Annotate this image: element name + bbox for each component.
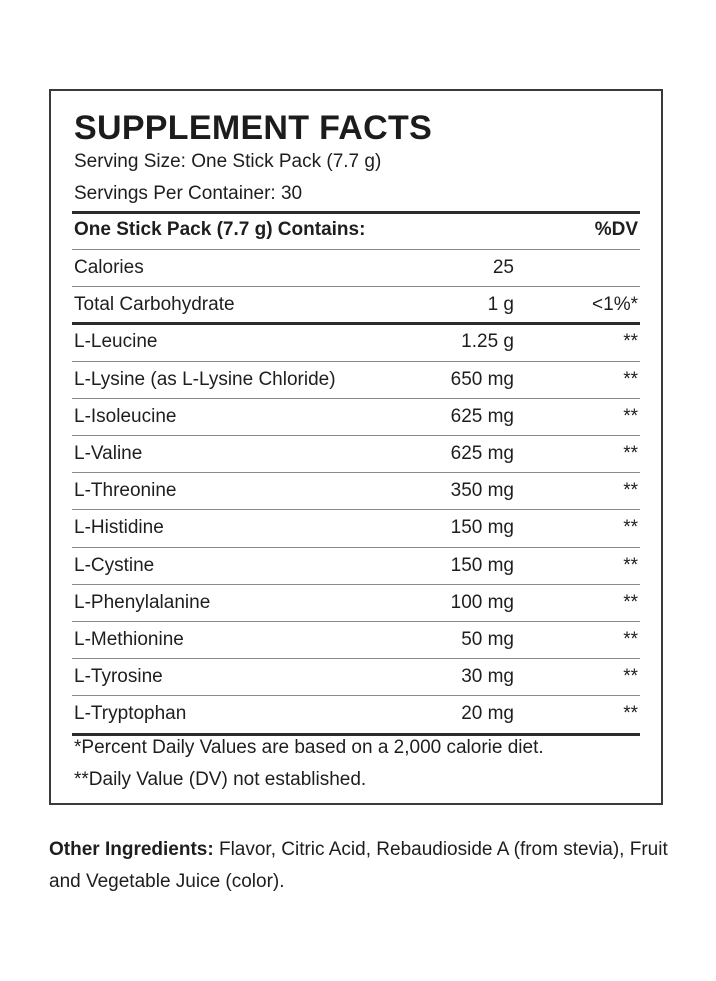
nutrient-name: L-Isoleucine (74, 405, 177, 427)
nutrient-dv: ** (623, 480, 638, 502)
other-ingredients-label: Other Ingredients: (49, 839, 214, 860)
nutrient-amount: 350 mg (450, 480, 514, 502)
header-contains-label: One Stick Pack (7.7 g) Contains: (74, 219, 366, 240)
nutrient-name: L-Valine (74, 443, 143, 464)
servings-per-container: Servings Per Container: 30 (74, 183, 303, 204)
footnote-dv-not-established: **Daily Value (DV) not established. (74, 769, 367, 790)
nutrient-amount: 625 mg (450, 405, 514, 427)
nutrient-dv: ** (623, 517, 638, 539)
nutrient-amount: 20 mg (461, 703, 514, 725)
table-row (74, 548, 638, 584)
nutrient-name: L-Threonine (74, 480, 177, 502)
table-row (74, 287, 638, 323)
nutrient-dv: ** (623, 443, 638, 464)
table-header-row (74, 212, 638, 248)
nutrient-amount: 625 mg (450, 443, 514, 464)
nutrient-dv: ** (623, 405, 638, 427)
other-ingredients-text: Flavor, Citric Acid, Rebaudioside A (from stevia), Fruit and Vegetable Juice (color). (49, 839, 668, 892)
table-row (74, 622, 638, 658)
panel-title: SUPPLEMENT FACTS (74, 109, 433, 147)
nutrient-dv: ** (623, 591, 638, 613)
table-row (74, 250, 638, 286)
table-row (74, 696, 638, 732)
supplement-facts-panel (49, 89, 663, 805)
nutrient-name: L-Lysine (as L-Lysine Chloride) (74, 368, 336, 390)
nutrient-name: L-Methionine (74, 629, 184, 650)
footnote-percent-dv: *Percent Daily Values are based on a 2,000 calorie diet. (74, 737, 544, 758)
nutrient-amount: 150 mg (450, 517, 514, 539)
nutrient-amount: 1 g (487, 294, 514, 316)
nutrient-name: L-Tryptophan (74, 703, 187, 725)
table-row (74, 659, 638, 695)
header-dv-label: %DV (594, 219, 638, 240)
other-ingredients (49, 834, 669, 898)
nutrient-name: L-Tyrosine (74, 666, 163, 688)
nutrient-amount: 1.25 g (461, 331, 514, 353)
nutrient-dv: ** (623, 703, 638, 725)
serving-size: Serving Size: One Stick Pack (7.7 g) (74, 151, 382, 172)
nutrient-dv: ** (623, 331, 638, 353)
nutrient-amount: 150 mg (450, 554, 514, 576)
nutrient-amount: 50 mg (461, 629, 514, 650)
table-row (74, 324, 638, 360)
table-row (74, 399, 638, 435)
nutrient-dv: ** (623, 666, 638, 688)
table-row (74, 473, 638, 509)
nutrient-name: L-Phenylalanine (74, 591, 211, 613)
nutrient-name: L-Histidine (74, 517, 164, 539)
nutrient-dv: ** (623, 629, 638, 650)
table-row (74, 585, 638, 621)
table-row (74, 362, 638, 398)
table-row (74, 436, 638, 472)
nutrient-name: Calories (74, 257, 144, 278)
nutrient-dv: ** (623, 368, 638, 390)
nutrient-amount: 30 mg (461, 666, 514, 688)
nutrient-dv: ** (623, 554, 638, 576)
nutrient-amount: 25 (492, 257, 514, 278)
nutrient-name: L-Cystine (74, 554, 155, 576)
nutrient-dv: <1%* (592, 294, 638, 316)
nutrient-name: L-Leucine (74, 331, 158, 353)
nutrient-amount: 100 mg (450, 591, 514, 613)
table-row (74, 510, 638, 546)
nutrient-amount: 650 mg (450, 368, 514, 390)
nutrient-name: Total Carbohydrate (74, 294, 235, 316)
